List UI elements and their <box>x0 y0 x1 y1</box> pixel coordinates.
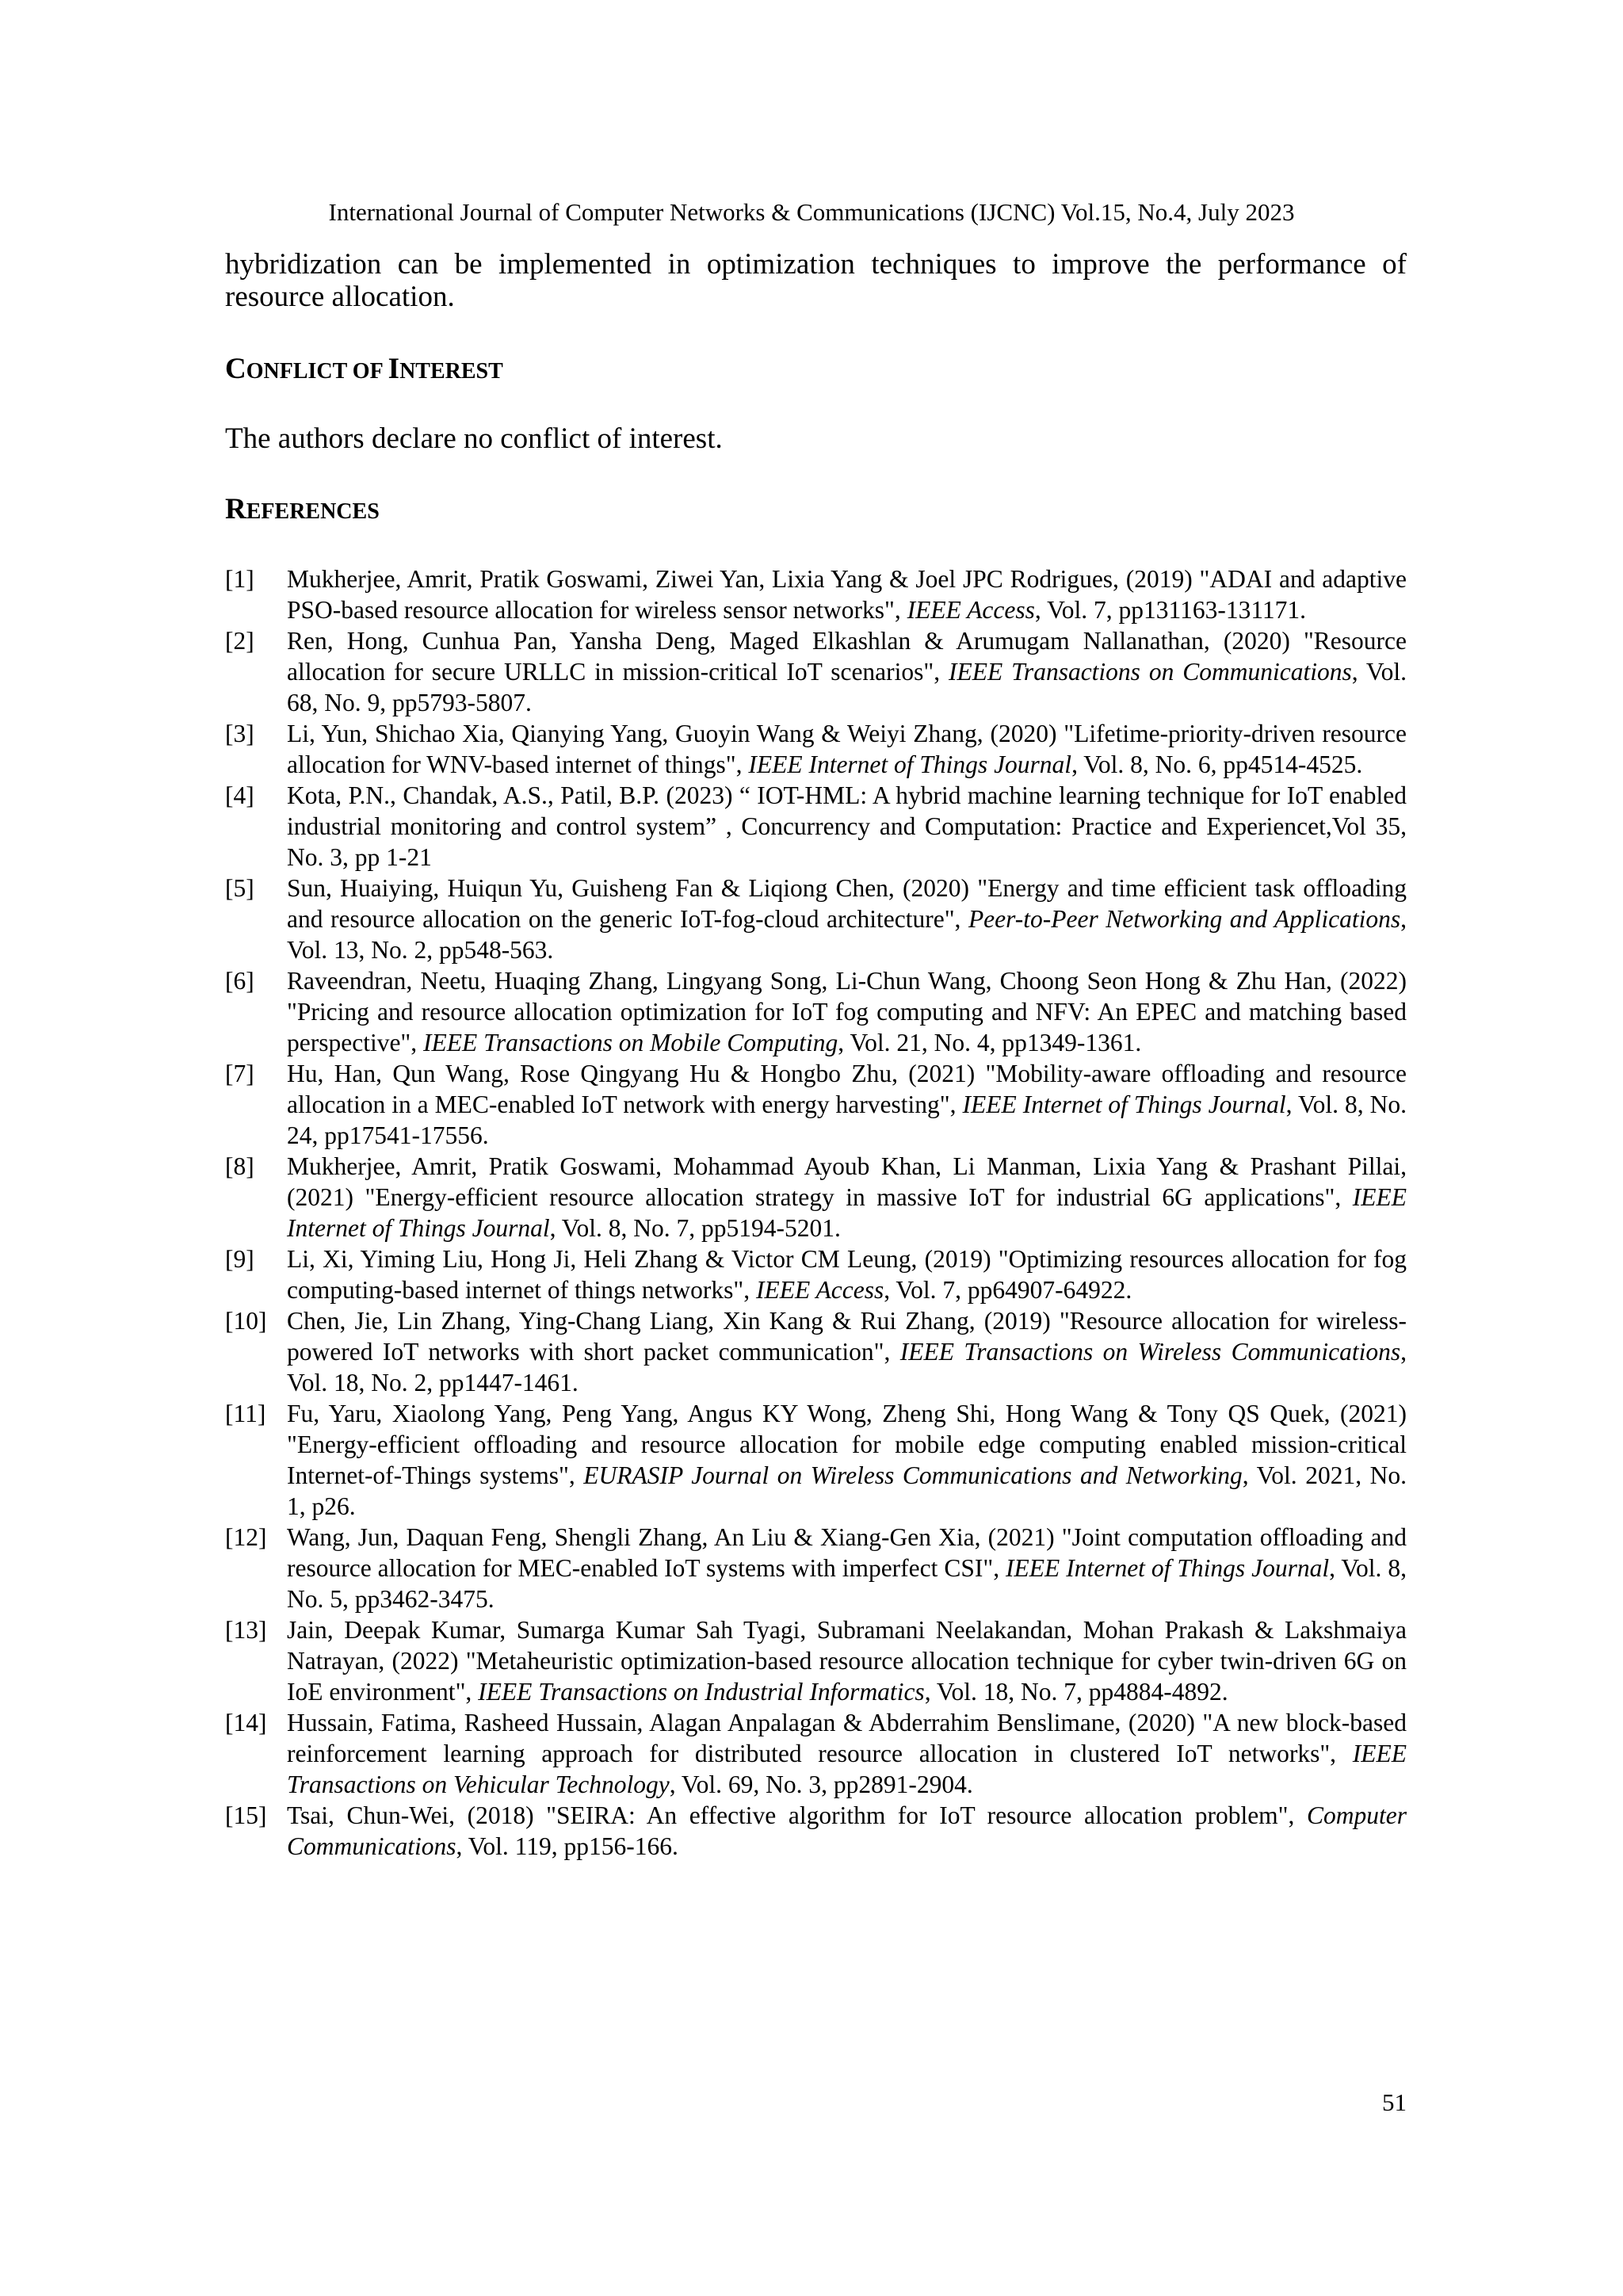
reference-venue: IEEE Internet of Things Journal <box>748 751 1072 778</box>
reference-item <box>225 1305 1407 1398</box>
reference-details: , Vol. 21, No. 4, pp1349-1361. <box>838 1029 1142 1056</box>
reference-venue: Peer-to-Peer Networking and Applications <box>968 905 1401 933</box>
reference-venue: IEEE Internet of Things Journal <box>1006 1554 1330 1582</box>
reference-item <box>225 1244 1407 1305</box>
reference-text: Raveendran, Neetu, Huaqing Zhang, Lingyang Song, Li-Chun Wang, Choong Seon Hong & Zhu Han, (2022) "Pricing and resource allocation optimization for IoT fog computing and NFV: An EPEC and matching based perspective", <box>287 967 1407 1056</box>
reference-item <box>225 1707 1407 1800</box>
reference-venue: IEEE Transactions on Communications <box>949 658 1352 686</box>
reference-venue: IEEE Transactions on Industrial Informatics <box>478 1678 925 1706</box>
reference-number: [15] <box>225 1801 267 1829</box>
reference-venue: IEEE Internet of Things Journal <box>287 1183 1407 1242</box>
reference-item <box>225 625 1407 718</box>
reference-item <box>225 1614 1407 1707</box>
reference-item <box>225 1522 1407 1614</box>
conflict-of-interest-heading <box>225 353 503 388</box>
reference-details: , Vol. 119, pp156-166. <box>456 1832 678 1860</box>
reference-text: Mukherjee, Amrit, Pratik Goswami, Mohammad Ayoub Khan, Li Manman, Lixia Yang & Prashant Pillai, (2021) "Energy-efficient resource allocation strategy in massive IoT for industrial 6G applications", <box>287 1152 1407 1211</box>
reference-venue: Computer Communications <box>287 1801 1407 1860</box>
reference-number: [12] <box>225 1523 267 1551</box>
reference-number: [1] <box>225 565 254 593</box>
reference-number: [7] <box>225 1060 254 1087</box>
heading-small-caps: ONFLICT OF <box>246 359 388 384</box>
reference-details: , Vol. 7, pp131163-131171. <box>1034 596 1307 624</box>
reference-number: [3] <box>225 720 254 747</box>
reference-text: Mukherjee, Amrit, Pratik Goswami, Ziwei Yan, Lixia Yang & Joel JPC Rodrigues, (2019) "ADAI and adaptive PSO-based resource allocation for wireless sensor networks", <box>287 565 1407 624</box>
reference-text: Fu, Yaru, Xiaolong Yang, Peng Yang, Angus KY Wong, Zheng Shi, Hong Wang & Tony QS Quek, (2021) "Energy-efficient offloading and resource allocation for mobile edge computing enabled mission-critical Internet-of-Things systems", <box>287 1400 1407 1489</box>
reference-item <box>225 563 1407 625</box>
page-number: 51 <box>1382 2088 1407 2116</box>
reference-number: [5] <box>225 874 254 902</box>
reference-text: Wang, Jun, Daquan Feng, Shengli Zhang, An Liu & Xiang-Gen Xia, (2021) "Joint computation offloading and resource allocation for MEC-enabled IoT systems with imperfect CSI", <box>287 1523 1407 1582</box>
reference-text: Jain, Deepak Kumar, Sumarga Kumar Sah Tyagi, Subramani Neelakandan, Mohan Prakash & Lakshmaiya Natrayan, (2022) "Metaheuristic optimization-based resource allocation technique for cyber twin-driven 6G on IoE environment", <box>287 1616 1407 1706</box>
reference-number: [13] <box>225 1616 267 1644</box>
reference-item <box>225 1058 1407 1151</box>
reference-number: [10] <box>225 1307 267 1335</box>
reference-details: , Vol. 8, No. 7, pp5194-5201. <box>549 1214 841 1242</box>
reference-number: [6] <box>225 967 254 995</box>
reference-number: [4] <box>225 781 254 809</box>
reference-text: Kota, P.N., Chandak, A.S., Patil, B.P. (2023) “ IOT-HML: A hybrid machine learning technique for IoT enabled industrial monitoring and control system” , Concurrency and Computation: Practice and Experiencet,Vol 35, No. 3, pp 1-21 <box>287 781 1407 871</box>
reference-details: , Vol. 7, pp64907-64922. <box>884 1276 1132 1304</box>
reference-text: Li, Yun, Shichao Xia, Qianying Yang, Guoyin Wang & Weiyi Zhang, (2020) "Lifetime-priority-driven resource allocation for WNV-based internet of things", <box>287 720 1407 778</box>
reference-item <box>225 965 1407 1058</box>
references-heading <box>225 493 380 528</box>
reference-details: , Vol. 8, No. 5, pp3462-3475. <box>287 1554 1407 1613</box>
reference-venue: EURASIP Journal on Wireless Communications and Networking <box>583 1461 1243 1489</box>
reference-text: Ren, Hong, Cunhua Pan, Yansha Deng, Maged Elkashlan & Arumugam Nallanathan, (2020) "Resource allocation for secure URLLC in mission-critical IoT scenarios", <box>287 627 1407 686</box>
reference-details: , Vol. 13, No. 2, pp548-563. <box>287 905 1407 964</box>
reference-venue: IEEE Transactions on Vehicular Technology <box>287 1740 1407 1798</box>
reference-item <box>225 1398 1407 1522</box>
heading-cap: R <box>225 493 246 525</box>
reference-item <box>225 873 1407 965</box>
heading-small-caps: NTEREST <box>399 359 503 384</box>
reference-number: [9] <box>225 1245 254 1273</box>
reference-venue: IEEE Access <box>907 596 1035 624</box>
reference-number: [8] <box>225 1152 254 1180</box>
reference-item <box>225 1151 1407 1244</box>
reference-text: Tsai, Chun-Wei, (2018) "SEIRA: An effective algorithm for IoT resource allocation problem", <box>287 1801 1307 1829</box>
running-header: International Journal of Computer Networks & Communications (IJCNC) Vol.15, No.4, July 2023 <box>328 198 1295 226</box>
reference-venue: IEEE Transactions on Wireless Communications <box>899 1338 1401 1366</box>
reference-list <box>225 563 1407 1862</box>
reference-text: Hu, Han, Qun Wang, Rose Qingyang Hu & Hongbo Zhu, (2021) "Mobility-aware offloading and resource allocation in a MEC-enabled IoT network with energy harvesting", <box>287 1060 1407 1118</box>
heading-small-caps: EFERENCES <box>246 499 380 524</box>
reference-details: , Vol. 68, No. 9, pp5793-5807. <box>287 658 1407 716</box>
reference-details: , Vol. 8, No. 6, pp4514-4525. <box>1071 751 1363 778</box>
reference-text: Chen, Jie, Lin Zhang, Ying-Chang Liang, Xin Kang & Rui Zhang, (2019) "Resource allocation for wireless-powered IoT networks with short packet communication", <box>287 1307 1407 1366</box>
reference-details: , Vol. 69, No. 3, pp2891-2904. <box>669 1771 973 1798</box>
reference-details: , Vol. 18, No. 7, pp4884-4892. <box>924 1678 1228 1706</box>
reference-item <box>225 1800 1407 1862</box>
heading-cap: C <box>225 353 246 385</box>
reference-venue: IEEE Transactions on Mobile Computing <box>423 1029 838 1056</box>
reference-details: , Vol. 18, No. 2, pp1447-1461. <box>287 1338 1407 1396</box>
reference-text: Hussain, Fatima, Rasheed Hussain, Alagan Anpalagan & Abderrahim Benslimane, (2020) "A new block-based reinforcement learning approach for distributed resource allocation in clustered IoT networks", <box>287 1709 1407 1767</box>
reference-number: [14] <box>225 1709 267 1736</box>
reference-item <box>225 780 1407 873</box>
intro-paragraph: hybridization can be implemented in optimization techniques to improve the performance of resource allocation. <box>225 248 1407 313</box>
reference-item <box>225 718 1407 780</box>
reference-text: Sun, Huaiying, Huiqun Yu, Guisheng Fan & Liqiong Chen, (2020) "Energy and time efficient task offloading and resource allocation on the generic IoT-fog-cloud architecture", <box>287 874 1407 933</box>
reference-number: [11] <box>225 1400 266 1427</box>
heading-cap: I <box>388 353 400 385</box>
reference-details: , Vol. 8, No. 24, pp17541-17556. <box>287 1091 1407 1149</box>
reference-venue: IEEE Access <box>756 1276 884 1304</box>
reference-venue: IEEE Internet of Things Journal <box>962 1091 1286 1118</box>
reference-number: [2] <box>225 627 254 655</box>
reference-details: , Vol. 2021, No. 1, p26. <box>287 1461 1407 1520</box>
conflict-of-interest-text: The authors declare no conflict of interest. <box>225 422 723 455</box>
reference-text: Li, Xi, Yiming Liu, Hong Ji, Heli Zhang & Victor CM Leung, (2019) "Optimizing resources allocation for fog computing-based internet of things networks", <box>287 1245 1407 1304</box>
